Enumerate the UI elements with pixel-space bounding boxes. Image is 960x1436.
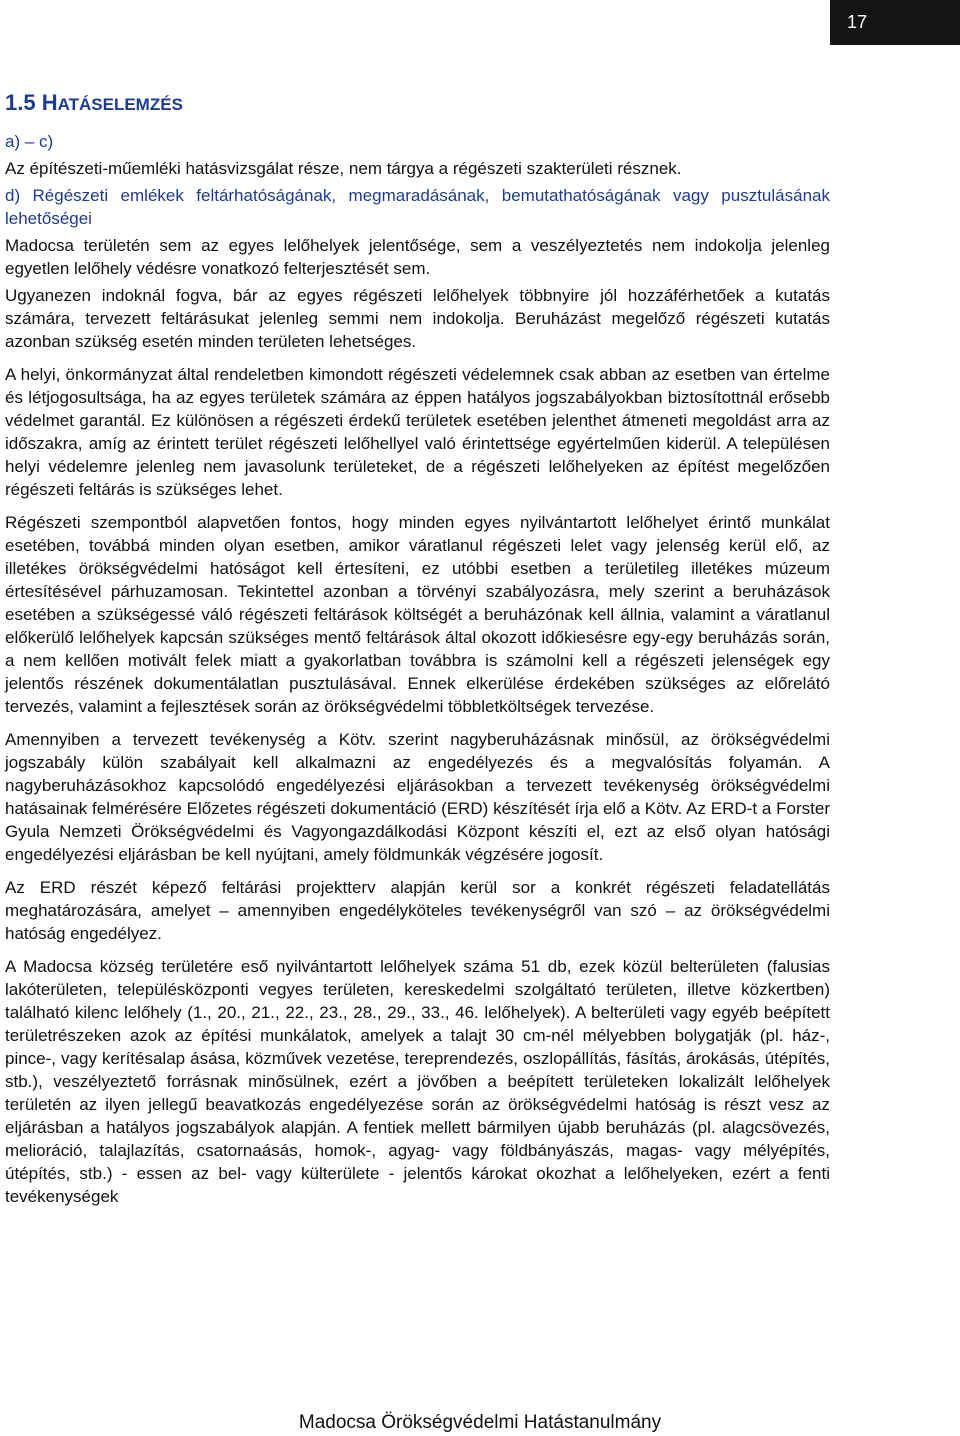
page-number: 17 [830, 0, 960, 45]
subsection-d: d) Régészeti emlékek feltárhatóságának, megmaradásának, bemutathatóságának vagy pusztulásának lehetőségei [5, 186, 830, 228]
paragraph-major-investment: Amennyiben a tervezett tevékenység a Kötv. szerint nagyberuházásnak minősül, az örökségvédelmi jogszabály külön szabályait kell alkalmazni az engedélyezés és a megvalósítás folyamán. A nagyberuházásokhoz kapcsolódó engedélyezési eljárásokban a tervezett tevékenység örökségvédelmi hatásainak felmérésére Előzetes régészeti dokumentáció (ERD) készítését írja elő a Kötv. Az ERD-t a Forster Gyula Nemzeti Örökségvédelmi és Vagyongazdálkodási Központ készíti el, ezt az első olyan hatósági engedélyezési eljárásban be kell nyújtani, amely földmunkák végzésére jogosít. [5, 730, 830, 864]
paragraph-archaeological-importance: Régészeti szempontból alapvetően fontos, hogy minden egyes nyilvántartott lelőhelyet érintő munkálat esetében, továbbá minden olyan esetben, amikor váratlanul régészeti lelet vagy jelenség kerül elő, az illetékes örökségvédelmi hatóságot kell értesíteni, ez utóbbi esetben a területileg illetékes múzeum értesítésével párhuzamosan. Tekintettel azonban a törvényi szabályozásra, mely szerint a beruházások esetében a szükségessé váló régészeti feltárások költségét a beruházónak kell állnia, valamint a váratlanul előkerülő lelőhelyek kapcsán szükséges mentő feltárások által okozott időkiesésre egy-egy beruházás során, a nem kellően motivált felek miatt a gyakorlatban továbbra is számolni kell a régészeti jelenségek egy jelentős részének dokumentálatlan pusztulásával. Ennek elkerülése érdekében szükséges az előrelátó tervezés, valamint a fejlesztések során az örökségvédelmi többletköltségek tervezése. [5, 513, 830, 716]
paragraph-architectural: Az építészeti-műemléki hatásvizsgálat része, nem tárgya a régészeti szakterületi résznek. [5, 159, 682, 178]
section-title-initial: H [41, 90, 58, 115]
paragraph-erd: Az ERD részét képező feltárási projektterv alapján kerül sor a konkrét régészeti feladatellátás meghatározására, amelyet – amennyiben engedélyköteles tevékenységről van szó – az örökségvédelmi hatóság engedélyez. [5, 878, 830, 943]
document-body [5, 88, 830, 1218]
paragraph-madocsa-sites: Madocsa területén sem az egyes lelőhelyek jelentősége, sem a veszélyeztetés nem indokolja jelenleg egyetlen lelőhely védésre vonatkozó felterjesztését sem. [5, 236, 830, 278]
section-title-rest: ATÁSELEMZÉS [57, 95, 183, 114]
paragraph-site-count: A Madocsa község területére eső nyilvántartott lelőhelyek száma 51 db, ezek közül belterületen (falusias lakóterületen, településközponti vegyes területen, kereskedelmi szolgáltató területen, illetve közkertben) található kilenc lelőhely (1., 20., 21., 22., 23., 28., 29., 33., 46. lelőhelyek). A belterületi vagy egyéb beépített területrészeken azok az építési munkálatok, amelyek a talajt 30 cm-nél mélyebben bolygatják (pl. ház-, pince-, vagy kerítésalap ásása, közművek vezetése, tereprendezés, oszlopállítás, fásítás, árokásás, útépítés, stb.), veszélyeztető forrásnak minősülnek, ezért a jövőben a beépített területeken lokalizált lelőhelyek területén az ilyen jellegű beavatkozás engedélyezése során az örökségvédelmi hatóság is részt vesz az eljárásban a hatályos jogszabályok alapján. A fentiek mellett bármilyen újabb beruházás (pl. alagcsövezés, melioráció, talajlazítás, csatornaásás, homok-, agyag- vagy földbányászás, magas- vagy mélyépítés, útépítés, stb.) - essen az bel- vagy külterülete - jelentős károkat okozhat a lelőhelyeken, ezért a fenti tevékenységek [5, 957, 830, 1206]
section-heading [5, 88, 830, 120]
paragraph-local-protection: A helyi, önkormányzat által rendeletben kimondott régészeti védelemnek csak abban az esetben van értelme és létjogosultsága, ha az egyes területek számára az éppen hatályos jogszabályokban biztosítottnál erősebb védelmet garantál. Ez különösen a régészeti érdekű területek esetében jelenthet átmeneti megoldást arra az időszakra, amíg az érintett terület régészeti lelőhellyel való érintettsége egyértelműen kiderül. A településen helyi védelemre jelenleg nem javasolunk területeket, de a régészeti lelőhelyeken az építést megelőzően régészeti feltárás is szükséges lehet. [5, 365, 830, 499]
section-number: 1.5 [5, 90, 36, 115]
subsection-ac: a) – c) [5, 132, 54, 151]
page-footer: Madocsa Örökségvédelmi Hatástanulmány [298, 1412, 662, 1433]
paragraph-same-reason: Ugyanezen indoknál fogva, bár az egyes régészeti lelőhelyek többnyire jól hozzáférhetőek a kutatás számára, tervezett feltárásukat jelenleg semmi nem indokolja. Beruházást megelőző régészeti kutatás azonban szükség esetén minden területen lehetséges. [5, 286, 830, 351]
